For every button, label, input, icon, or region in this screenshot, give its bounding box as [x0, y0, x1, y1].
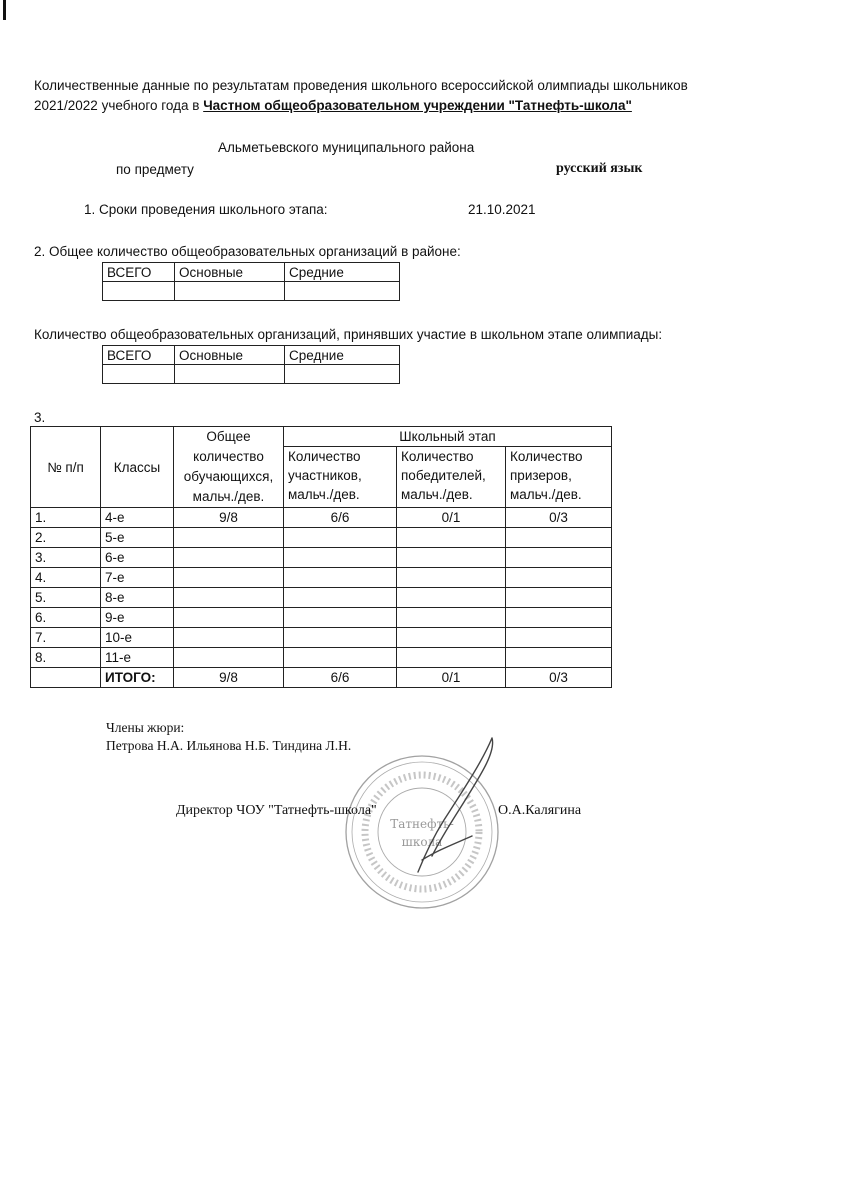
total-row-participants: 6/6	[284, 668, 397, 688]
row-participants	[284, 548, 397, 568]
subject-value: русский язык	[556, 161, 643, 176]
row-num: 6.	[31, 608, 101, 628]
table-row	[31, 528, 612, 548]
row-class: 6-е	[101, 548, 174, 568]
row-prize	[506, 528, 612, 548]
jury-label: Члены жюри:	[106, 720, 185, 735]
dates-value: 21.10.2021	[468, 202, 536, 217]
row-participants	[284, 588, 397, 608]
header-prizewinners: Количество призеров, мальч./дев.	[506, 447, 612, 508]
header-winners: Количество победителей, мальч./дев.	[397, 447, 506, 508]
row-num: 4.	[31, 568, 101, 588]
row-class: 8-е	[101, 588, 174, 608]
header-participants: Количество участников, мальч./дев.	[284, 447, 397, 508]
row-winners: 0/1	[397, 508, 506, 528]
scan-edge-mark	[3, 0, 6, 20]
total-row-prize: 0/3	[506, 668, 612, 688]
director-name: О.А.Калягина	[498, 803, 582, 818]
row-participants	[284, 568, 397, 588]
header-total: Общее количество обучающихся, мальч./дев.	[174, 427, 284, 508]
row-winners	[397, 608, 506, 628]
row-prize: 0/3	[506, 508, 612, 528]
header-num: № п/п	[31, 427, 101, 508]
table-row	[31, 548, 612, 568]
row-total	[174, 588, 284, 608]
row-total: 9/8	[174, 508, 284, 528]
value-cell	[285, 365, 400, 384]
table-total-row	[31, 668, 612, 688]
seal-center-bottom: школа	[401, 835, 443, 849]
signature	[392, 732, 512, 882]
row-participants: 6/6	[284, 508, 397, 528]
row-total	[174, 528, 284, 548]
seal-center-top: Татнефть-	[390, 817, 454, 831]
row-num: 8.	[31, 648, 101, 668]
dates-label: 1. Сроки проведения школьного этапа:	[84, 202, 328, 217]
header-classes: Классы	[101, 427, 174, 508]
row-total	[174, 568, 284, 588]
value-cell	[175, 282, 285, 301]
header-cell: Основные	[175, 346, 285, 365]
district-label: Альметьевского муниципального района	[218, 140, 475, 155]
row-class: 10-е	[101, 628, 174, 648]
results-table	[30, 426, 612, 688]
row-num: 5.	[31, 588, 101, 608]
table-row	[31, 628, 612, 648]
title-line-2-prefix: 2021/2022 учебного года в	[34, 98, 204, 113]
table-row	[31, 568, 612, 588]
row-prize	[506, 608, 612, 628]
row-participants	[284, 608, 397, 628]
total-row-winners: 0/1	[397, 668, 506, 688]
row-class: 7-е	[101, 568, 174, 588]
row-participants	[284, 648, 397, 668]
value-cell	[175, 365, 285, 384]
table-header-row	[31, 427, 612, 447]
row-winners	[397, 548, 506, 568]
title-line-2	[34, 98, 632, 113]
participating-table	[102, 345, 400, 384]
table-row	[103, 365, 400, 384]
subject-label: по предмету	[116, 162, 194, 177]
header-cell: ВСЕГО	[103, 346, 175, 365]
table-row	[31, 508, 612, 528]
row-winners	[397, 528, 506, 548]
section2-table	[102, 262, 400, 301]
header-cell: ВСЕГО	[103, 263, 175, 282]
row-num: 1.	[31, 508, 101, 528]
table-row	[103, 282, 400, 301]
row-winners	[397, 628, 506, 648]
row-winners	[397, 588, 506, 608]
participating-label: Количество общеобразовательных организаций, принявших участие в школьном этапе олимпиады:	[34, 327, 663, 342]
director-title: Директор ЧОУ "Татнефть-школа"	[176, 803, 377, 818]
row-class: 5-е	[101, 528, 174, 548]
table-row	[31, 648, 612, 668]
row-prize	[506, 648, 612, 668]
row-prize	[506, 568, 612, 588]
header-cell: Основные	[175, 263, 285, 282]
table-row	[31, 608, 612, 628]
school-name: Частном общеобразовательном учреждении "Татнефть-школа"	[203, 98, 632, 113]
row-prize	[506, 588, 612, 608]
row-winners	[397, 568, 506, 588]
row-participants	[284, 528, 397, 548]
row-class: 11-е	[101, 648, 174, 668]
row-prize	[506, 548, 612, 568]
section3-label: 3.	[34, 410, 46, 425]
header-stage: Школьный этап	[284, 427, 612, 447]
row-num: 7.	[31, 628, 101, 648]
row-num: 2.	[31, 528, 101, 548]
total-row-label: ИТОГО:	[101, 668, 174, 688]
value-cell	[103, 365, 175, 384]
table-row	[103, 263, 400, 282]
row-total	[174, 648, 284, 668]
value-cell	[285, 282, 400, 301]
row-participants	[284, 628, 397, 648]
jury-names: Петрова Н.А. Ильянова Н.Б. Тиндина Л.Н.	[106, 738, 352, 753]
row-class: 9-е	[101, 608, 174, 628]
total-row-empty	[31, 668, 101, 688]
row-total	[174, 628, 284, 648]
table-row	[31, 588, 612, 608]
row-prize	[506, 628, 612, 648]
header-cell: Средние	[285, 346, 400, 365]
row-num: 3.	[31, 548, 101, 568]
row-winners	[397, 648, 506, 668]
table-row	[103, 346, 400, 365]
row-class: 4-е	[101, 508, 174, 528]
row-total	[174, 548, 284, 568]
value-cell	[103, 282, 175, 301]
header-cell: Средние	[285, 263, 400, 282]
total-row-total: 9/8	[174, 668, 284, 688]
title-line-1: Количественные данные по результатам проведения школьного всероссийской олимпиады школьников	[34, 78, 688, 93]
row-total	[174, 608, 284, 628]
section2-label: 2. Общее количество общеобразовательных организаций в районе:	[34, 244, 461, 259]
